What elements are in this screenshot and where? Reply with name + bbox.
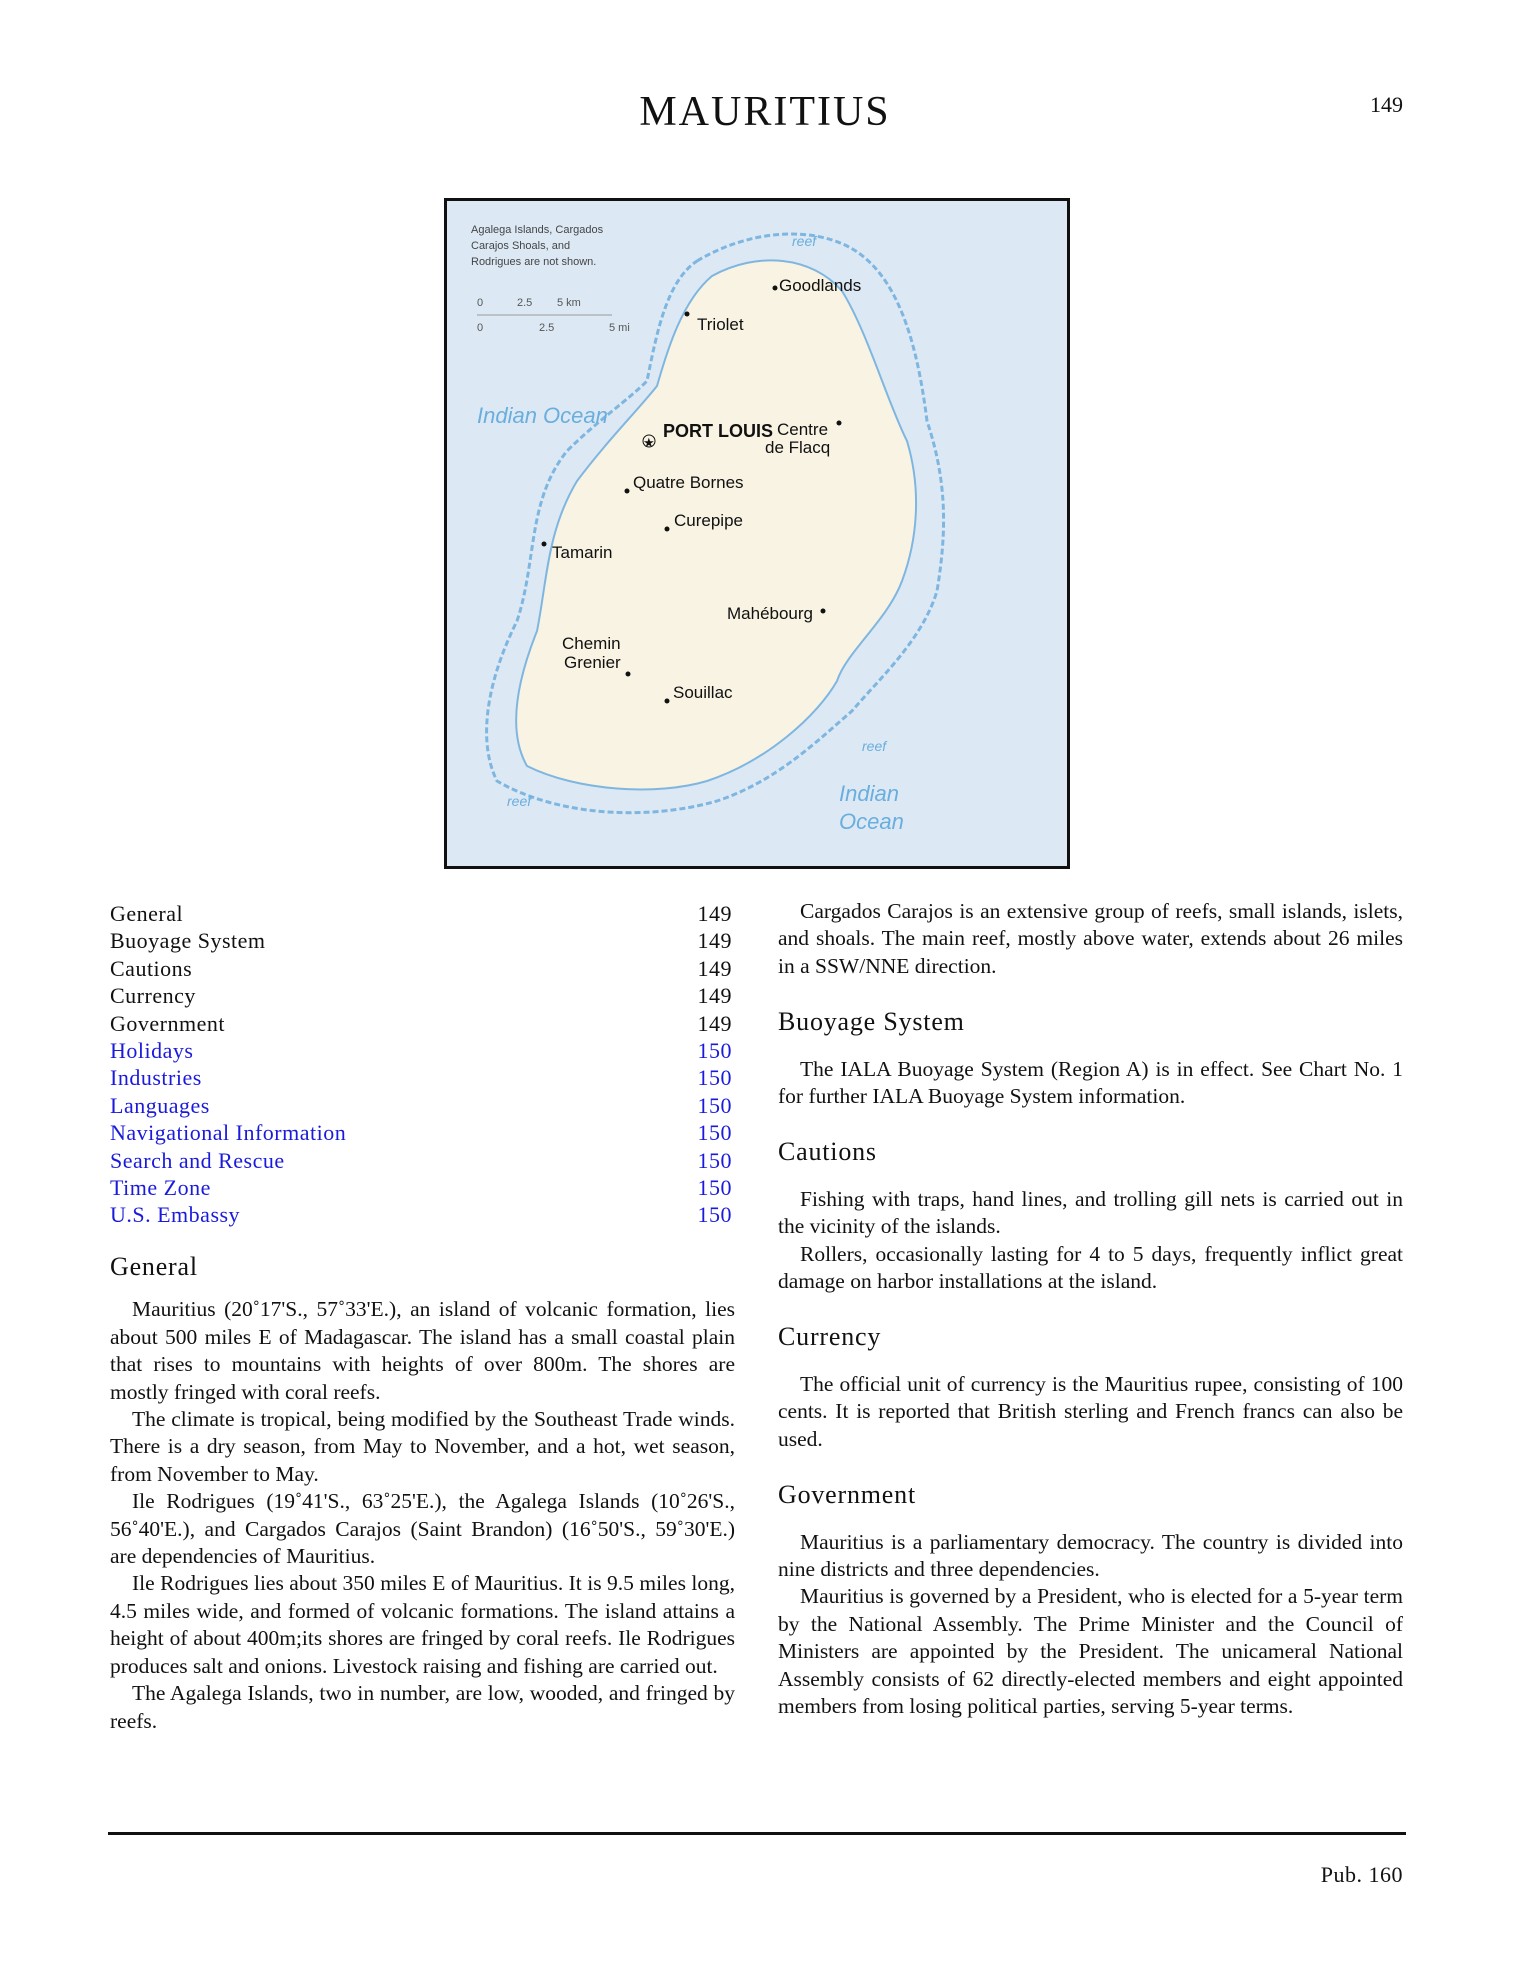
- svg-text:0: 0: [477, 297, 484, 309]
- paragraph: The official unit of currency is the Mauritius rupee, consisting of 100 cents. It is reported that British sterling and French francs can also be used.: [778, 1371, 1403, 1451]
- toc-page: 149: [697, 1010, 732, 1036]
- paragraph: Ile Rodrigues lies about 350 miles E of Mauritius. It is 9.5 miles long, 4.5 miles wide, and formed of volcanic formations. The island attains a height of about 400m;its shores are fringed by coral reefs. Ile Rodrigues produces salt and onions. Livestock raising and fishing are carried out.: [110, 1571, 735, 1678]
- toc-label: Cautions: [110, 955, 193, 981]
- svg-text:Goodlands: Goodlands: [779, 276, 862, 295]
- toc-page[interactable]: 150: [697, 1120, 732, 1146]
- toc-entry[interactable]: [110, 1064, 732, 1091]
- svg-text:Triolet: Triolet: [697, 315, 744, 334]
- section-heading: Currency: [778, 1322, 882, 1352]
- svg-text:2.5: 2.5: [517, 297, 533, 309]
- toc-entry[interactable]: [110, 1147, 732, 1174]
- paragraph: Cargados Carajos is an extensive group of reefs, small islands, islets, and shoals. The main reef, mostly above water, extends about 26 miles in a SSW/NNE direction.: [778, 899, 1403, 978]
- ocean-label: Indian Ocean: [477, 403, 608, 428]
- toc-entry: [110, 982, 732, 1009]
- toc-entry: [110, 927, 732, 954]
- toc-page: 149: [697, 955, 732, 981]
- toc-page: 149: [697, 983, 732, 1009]
- toc-entry[interactable]: [110, 1119, 732, 1146]
- svg-text:reef: reef: [862, 738, 887, 754]
- section-general: [110, 1253, 735, 1735]
- svg-text:Souillac: Souillac: [673, 683, 733, 702]
- scale-bar: [477, 297, 630, 334]
- section-heading: Government: [778, 1480, 916, 1510]
- map-note: [471, 224, 604, 268]
- toc-label[interactable]: Time Zone: [110, 1174, 211, 1200]
- right-column: [778, 898, 1403, 1720]
- toc-label: Currency: [110, 983, 196, 1009]
- section-heading: General: [110, 1252, 198, 1281]
- svg-text:PORT LOUIS: PORT LOUIS: [663, 421, 774, 441]
- toc-page[interactable]: 150: [697, 1037, 732, 1063]
- svg-text:Grenier: Grenier: [564, 653, 621, 672]
- map-note-text: Agalega Islands, Cargados: [471, 224, 604, 236]
- paragraph: Ile Rodrigues (19˚41'S., 63˚25'E.), the Agalega Islands (10˚26'S., 56˚40'E.), and Cargados Carajos (Saint Brandon) (16˚50'S., 59˚30'E.) are dependencies of Mauritius.: [110, 1489, 735, 1569]
- paragraph: Mauritius is a parliamentary democracy. The country is divided into nine districts and three dependencies.: [778, 1529, 1403, 1581]
- toc-label: Buoyage System: [110, 928, 266, 954]
- toc-label[interactable]: Navigational Information: [110, 1120, 347, 1146]
- toc-label[interactable]: U.S. Embassy: [110, 1202, 241, 1228]
- toc-entry[interactable]: [110, 1174, 732, 1201]
- page-number: 149: [1370, 92, 1403, 117]
- svg-text:Mahébourg: Mahébourg: [727, 604, 814, 623]
- toc-label[interactable]: Industries: [110, 1065, 202, 1091]
- svg-text:reef: reef: [507, 793, 532, 809]
- svg-text:de Flacq: de Flacq: [765, 438, 831, 457]
- toc-page[interactable]: 150: [697, 1092, 732, 1118]
- toc-page: 149: [697, 928, 732, 954]
- toc-page[interactable]: 150: [697, 1147, 732, 1173]
- toc-page[interactable]: 150: [697, 1065, 732, 1091]
- toc-entry[interactable]: [110, 1092, 732, 1119]
- toc-label[interactable]: Languages: [110, 1092, 210, 1118]
- toc-page[interactable]: 150: [697, 1202, 732, 1228]
- svg-text:Quatre Bornes: Quatre Bornes: [633, 473, 744, 492]
- svg-text:Tamarin: Tamarin: [552, 543, 613, 562]
- paragraph: The IALA Buoyage System (Region A) is in effect. See Chart No. 1 for further IALA Buoyage System information.: [778, 1056, 1403, 1109]
- paragraph: Rollers, occasionally lasting for 4 to 5 days, frequently inflict great damage on harbor installations at the island.: [778, 1241, 1403, 1294]
- toc-label[interactable]: Search and Rescue: [110, 1147, 285, 1173]
- toc-entry: [110, 1010, 732, 1037]
- section-heading: Cautions: [778, 1137, 877, 1167]
- page-title: MAURITIUS: [639, 89, 891, 135]
- paragraph: Fishing with traps, hand lines, and trolling gill nets is carried out in the vicinity of the islands.: [778, 1186, 1403, 1239]
- svg-text:Curepipe: Curepipe: [674, 511, 743, 530]
- svg-text:Carajos Shoals, and: Carajos Shoals, and: [471, 240, 571, 252]
- toc-entry: [110, 900, 732, 927]
- toc-label[interactable]: Holidays: [110, 1037, 194, 1063]
- ocean-label: Ocean: [839, 809, 904, 834]
- map-of-mauritius: [444, 198, 1070, 869]
- footer-rule: [108, 1832, 1406, 1835]
- paragraph: The climate is tropical, being modified by the Southeast Trade winds. There is a dry season, from May to November, and a hot, wet season, from November to May.: [110, 1407, 735, 1486]
- toc-entry: [110, 955, 732, 982]
- svg-text:Rodrigues are not shown.: Rodrigues are not shown.: [471, 256, 597, 268]
- svg-text:Chemin: Chemin: [562, 634, 621, 653]
- svg-text:reef: reef: [792, 233, 817, 249]
- publication-number: Pub. 160: [1320, 1862, 1403, 1887]
- toc-label: General: [110, 901, 184, 926]
- svg-text:2.5: 2.5: [539, 322, 555, 334]
- svg-text:5 mi: 5 mi: [609, 322, 630, 334]
- ocean-label: Indian: [839, 781, 899, 806]
- toc-page: 149: [697, 901, 732, 926]
- paragraph: Mauritius (20˚17'S., 57˚33'E.), an island of volcanic formation, lies about 500 miles E of Madagascar. The island has a small coastal plain that rises to mountains with heights of over 800m. The shores are mostly fringed with coral reefs.: [110, 1297, 735, 1404]
- svg-text:★: ★: [643, 435, 655, 450]
- toc-page[interactable]: 150: [697, 1174, 732, 1200]
- toc-entry[interactable]: [110, 1201, 732, 1228]
- section-heading: Buoyage System: [778, 1007, 965, 1037]
- paragraph: The Agalega Islands, two in number, are low, wooded, and fringed by reefs.: [110, 1681, 735, 1733]
- svg-text:5 km: 5 km: [557, 297, 581, 309]
- table-of-contents: [110, 900, 732, 1229]
- svg-text:Centre: Centre: [777, 420, 829, 439]
- paragraph: Mauritius is governed by a President, who is elected for a 5-year term by the National Assembly. The Prime Minister and the Council of Ministers are appointed by the President. The unicameral National Assembly consists of 62 directly-elected members and eight appointed members from losing political parties, serving 5-year terms.: [778, 1584, 1403, 1718]
- svg-text:0: 0: [477, 322, 484, 334]
- toc-label: Government: [110, 1010, 225, 1036]
- toc-entry[interactable]: [110, 1037, 732, 1064]
